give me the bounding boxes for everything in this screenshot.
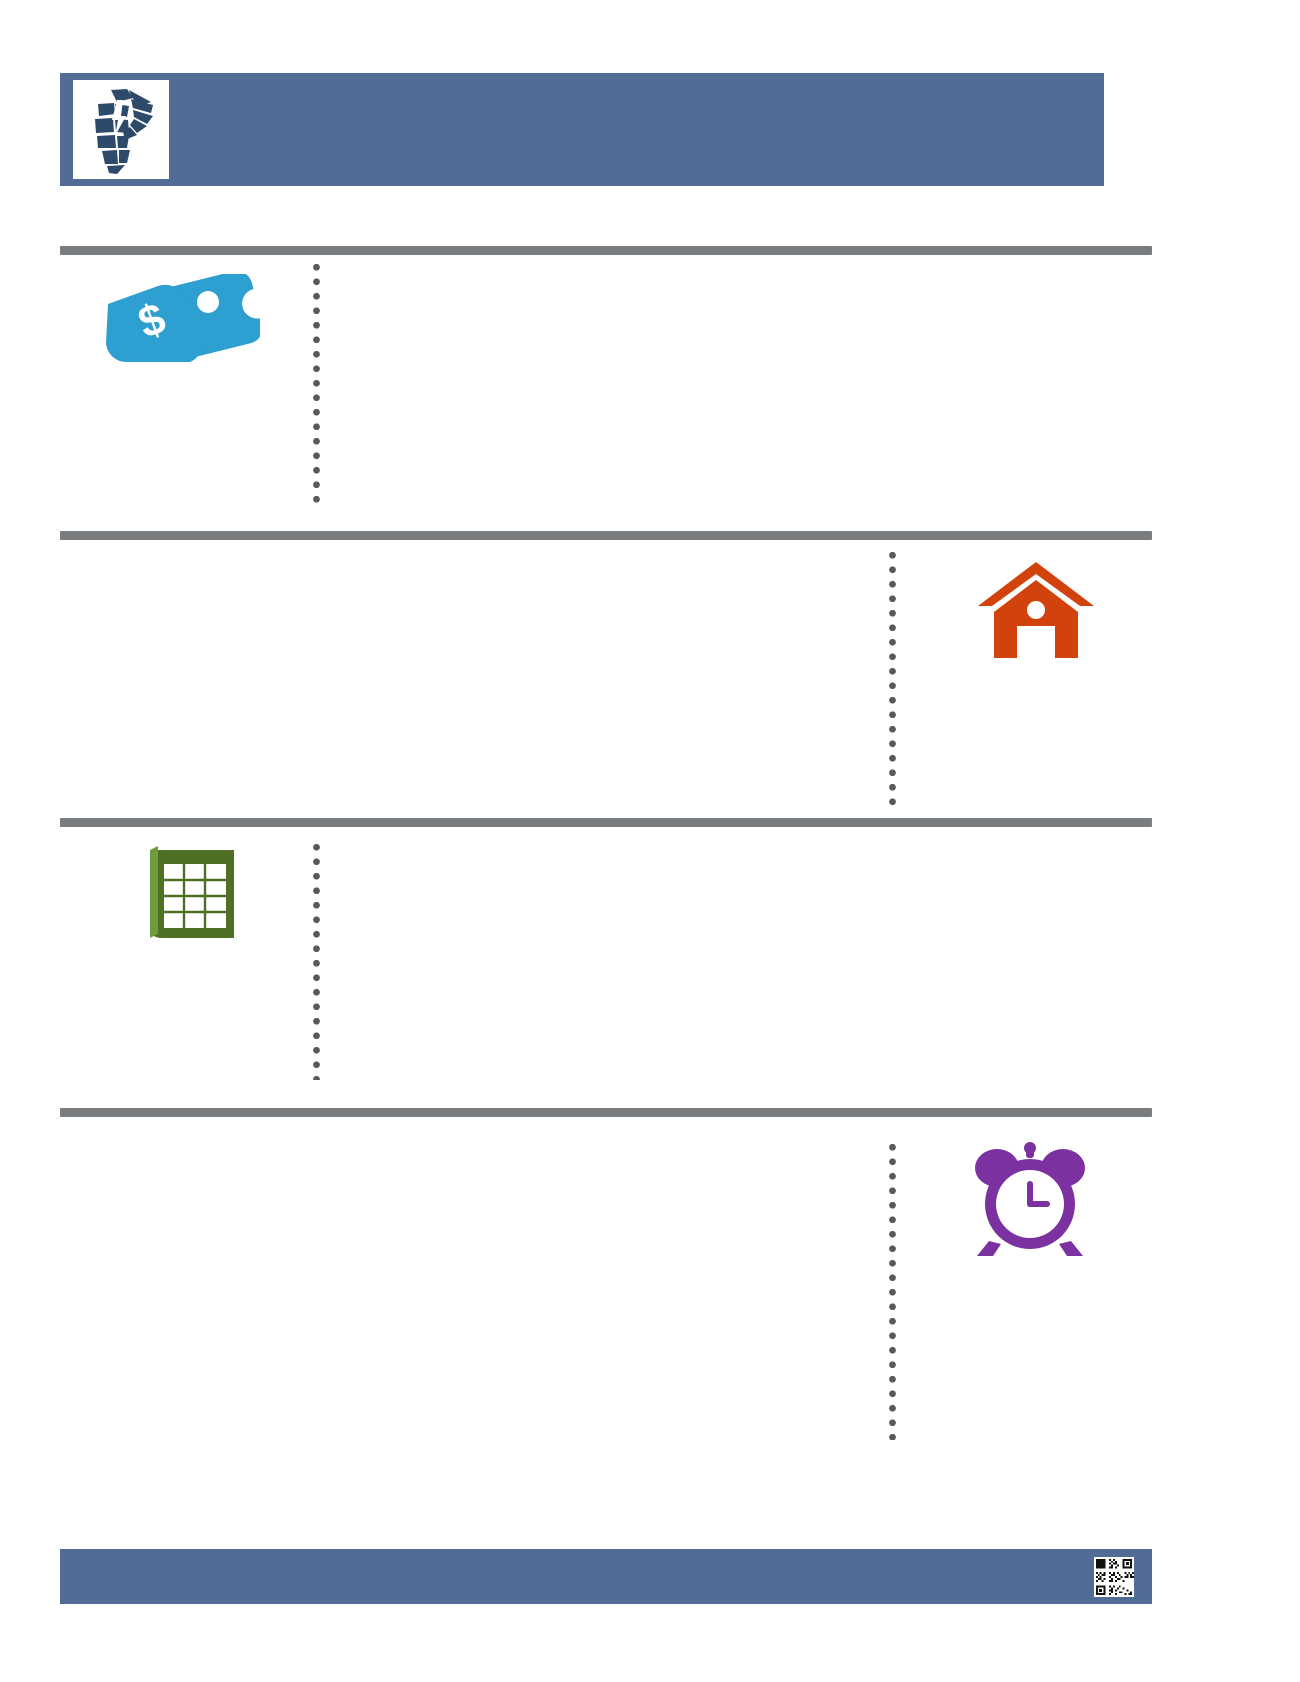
home-sales-chart <box>90 543 890 788</box>
qr-code-icon <box>1094 1557 1134 1597</box>
alarm-clock-icon <box>905 1140 1155 1256</box>
median-price-panel <box>60 262 300 366</box>
time-on-market-panel <box>905 1128 1155 1256</box>
dotted-divider-1 <box>312 260 321 510</box>
calendar-icon <box>60 844 322 944</box>
unsold-inventory-chart <box>350 840 1150 1090</box>
price-tag-icon <box>60 274 300 366</box>
dotted-divider-3 <box>312 840 321 1080</box>
svg-text:$: $ <box>132 293 172 348</box>
car-logo-icon <box>73 80 169 179</box>
section-divider-2 <box>60 531 1152 540</box>
report-footer <box>60 1549 1152 1604</box>
median-price-chart <box>340 258 1150 508</box>
section-divider-4 <box>60 1108 1152 1117</box>
report-header <box>60 73 1104 186</box>
section-divider-3 <box>60 818 1152 827</box>
time-on-market-chart <box>80 1130 890 1420</box>
house-icon <box>920 560 1152 660</box>
report-page <box>60 0 1170 1682</box>
dotted-divider-4 <box>888 1140 897 1440</box>
section-divider-1 <box>60 246 1152 255</box>
home-sales-panel <box>920 548 1152 660</box>
dotted-divider-2 <box>888 548 897 808</box>
car-logo-mark <box>81 86 161 174</box>
unsold-inventory-panel <box>60 832 322 944</box>
